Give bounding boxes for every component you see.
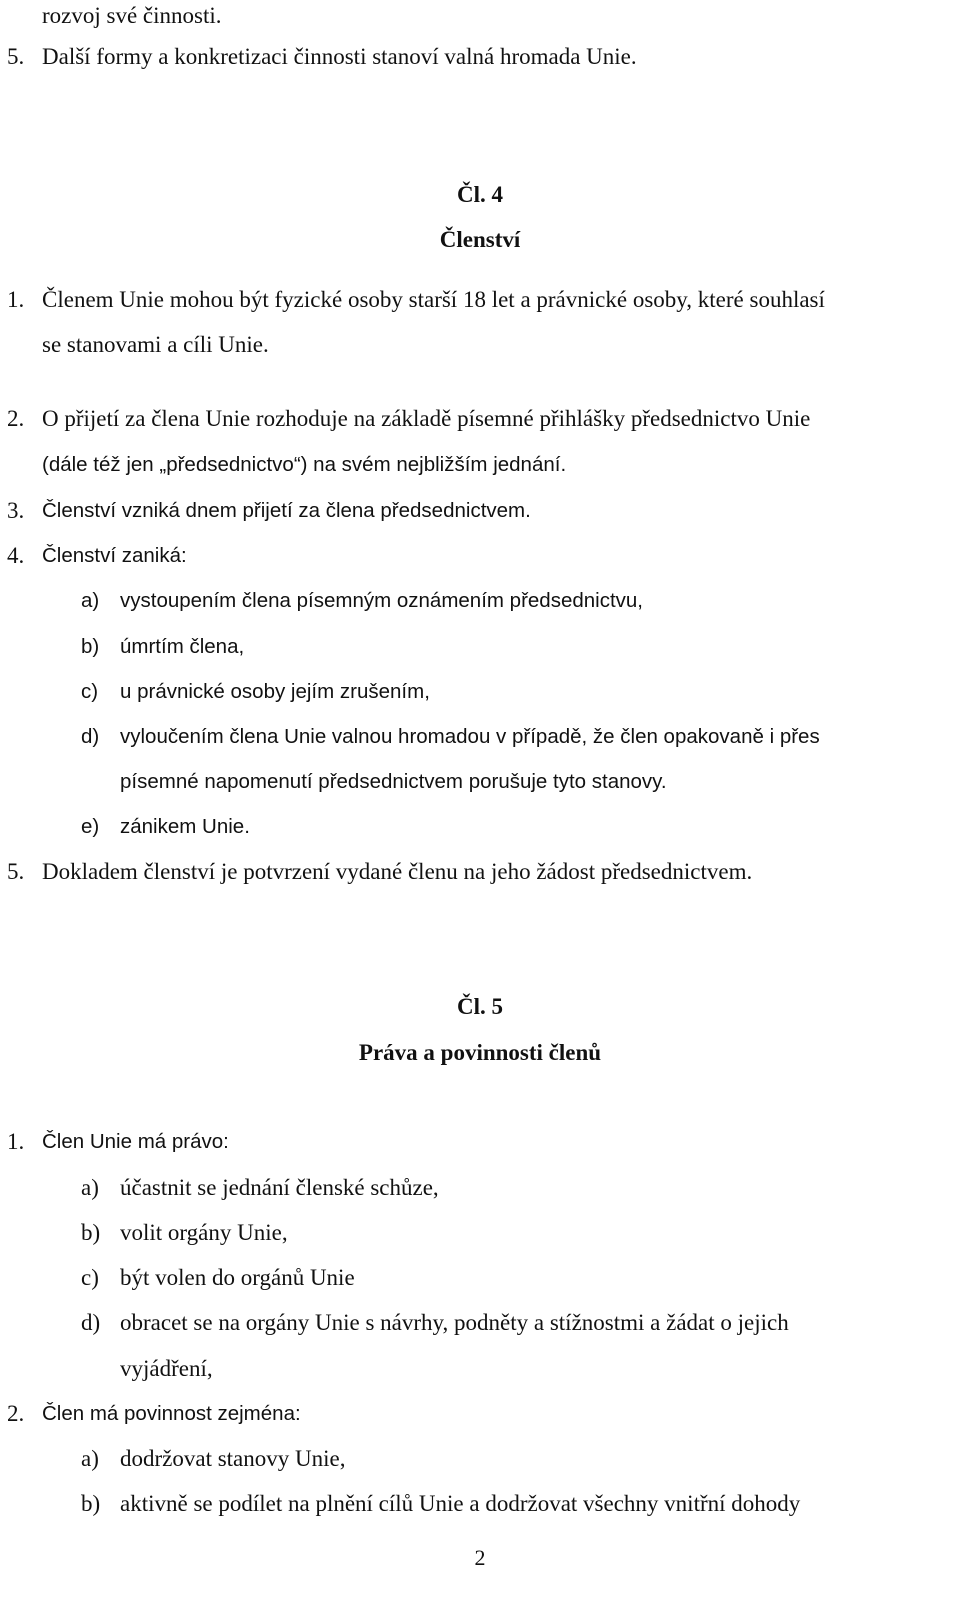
list-item-text: Další formy a konkretizaci činnosti stanoví valná hromada Unie. [42, 44, 637, 69]
continued-text: rozvoj své činnosti. [42, 3, 222, 28]
list-item-text-continued: se stanovami a cíli Unie. [42, 332, 269, 357]
sublist-text: obracet se na orgány Unie s návrhy, podněty a stížnostmi a žádat o jejich [120, 1310, 789, 1335]
sublist-text: volit orgány Unie, [120, 1220, 288, 1245]
sublist-text: dodržovat stanovy Unie, [120, 1446, 346, 1471]
sublist-letter: b) [81, 1491, 101, 1516]
list-item-number: 5. [7, 859, 25, 884]
list-item-number: 5. [7, 44, 25, 69]
sublist-letter: b) [81, 635, 100, 658]
list-item-text: Člen Unie má právo: [42, 1130, 229, 1153]
sublist-text-continued: vyjádření, [120, 1356, 213, 1381]
sublist-text: u právnické osoby jejím zrušením, [120, 680, 430, 703]
article-title: Práva a povinnosti členů [358, 1040, 602, 1065]
list-item-text: Dokladem členství je potvrzení vydané členu na jeho žádost předsednictvem. [42, 859, 753, 884]
sublist-letter: b) [81, 1220, 101, 1245]
list-item-text: Členství vzniká dnem přijetí za člena předsednictvem. [42, 499, 531, 522]
list-item-number: 4. [7, 543, 25, 568]
list-item-text-continued: (dále též jen „předsednictvo“) na svém nejbližším jednání. [42, 453, 567, 476]
sublist-text: aktivně se podílet na plnění cílů Unie a dodržovat všechny vnitřní dohody [120, 1491, 801, 1516]
sublist-text: být volen do orgánů Unie [120, 1265, 355, 1290]
sublist-text-continued: písemné napomenutí předsednictvem porušuje tyto stanovy. [120, 770, 667, 793]
list-item-text: O přijetí za člena Unie rozhoduje na základě písemné přihlášky předsednictvo Unie [42, 406, 811, 431]
list-item-number: 2. [7, 1401, 25, 1426]
list-item-number: 1. [7, 287, 25, 312]
sublist-letter: a) [81, 589, 100, 612]
article-heading: Čl. 4 [457, 182, 503, 207]
article-heading: Čl. 5 [457, 994, 503, 1019]
list-item-text: Členství zaniká: [42, 544, 187, 567]
sublist-letter: c) [81, 680, 99, 703]
sublist-text: zánikem Unie. [120, 815, 250, 838]
list-item-text: Členem Unie mohou být fyzické osoby starší 18 let a právnické osoby, které souhlasí [42, 287, 825, 312]
sublist-text: úmrtím člena, [120, 635, 245, 658]
sublist-letter: a) [81, 1175, 99, 1200]
page-number: 2 [474, 1545, 486, 1570]
list-item-text: Člen má povinnost zejména: [42, 1402, 301, 1425]
sublist-letter: d) [81, 1310, 101, 1335]
sublist-text: účastnit se jednání členské schůze, [120, 1175, 439, 1200]
article-title: Členství [439, 227, 521, 252]
list-item-number: 3. [7, 498, 25, 523]
sublist-letter: c) [81, 1265, 99, 1290]
sublist-text: vystoupením člena písemným oznámením předsednictvu, [120, 589, 644, 612]
list-item-number: 1. [7, 1129, 25, 1154]
list-item-number: 2. [7, 406, 25, 431]
sublist-letter: a) [81, 1446, 99, 1471]
sublist-letter: e) [81, 815, 100, 838]
sublist-letter: d) [81, 725, 100, 748]
sublist-text: vyloučením člena Unie valnou hromadou v případě, že člen opakovaně i přes [120, 725, 820, 748]
